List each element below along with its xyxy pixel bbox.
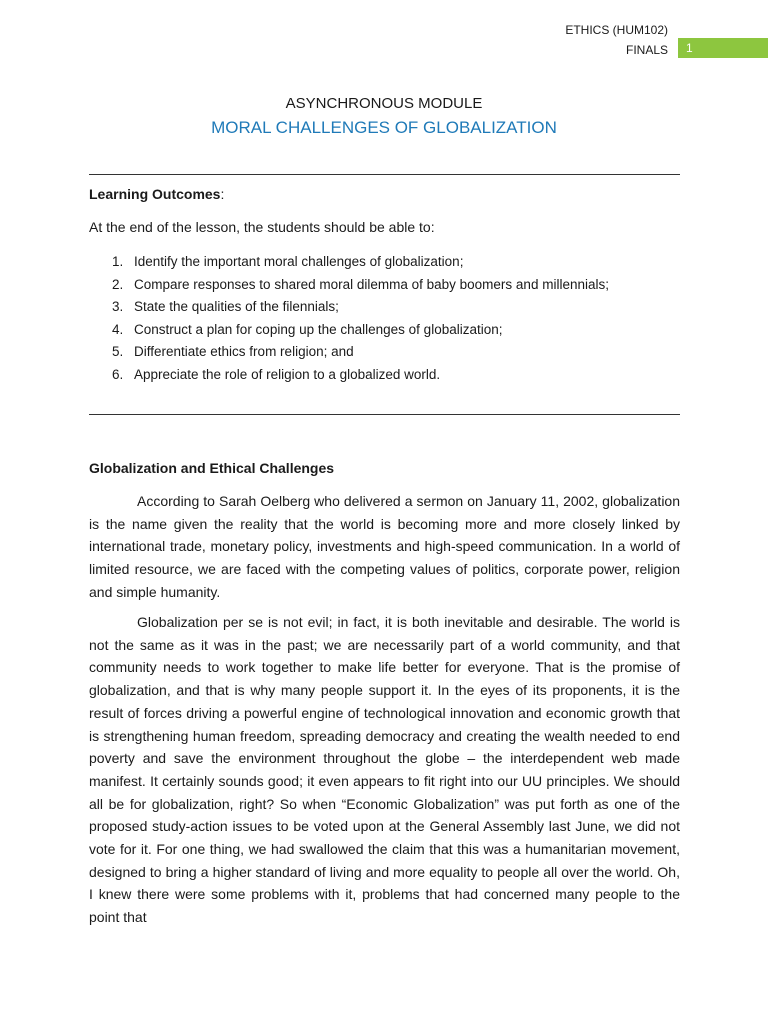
page-number-badge: 1: [678, 38, 768, 58]
top-divider: [89, 174, 680, 175]
module-type-heading: ASYNCHRONOUS MODULE: [285, 95, 483, 112]
module-topic-heading: MORAL CHALLENGES OF GLOBALIZATION: [211, 118, 557, 137]
section-title: Globalization and Ethical Challenges: [89, 460, 335, 476]
list-item: 6. Appreciate the role of religion to a globalized world.: [112, 366, 441, 382]
learning-outcomes-intro: At the end of the lesson, the students should be able to:: [89, 219, 435, 235]
learning-outcomes-label: Learning Outcomes:: [89, 186, 225, 202]
bottom-divider: [89, 414, 680, 415]
paragraph-1: According to Sarah Oelberg who delivered a sermon on January 11, 2002, globalization is the name given the reality that the world is becoming more and more closely linked by international trade, monetary policy, investments and high-speed communication. In a world of limited resource, we are faced with the competing values of politics, corporate power, religion and simple humanity.: [89, 493, 680, 600]
list-item: 1. Identify the important moral challenges of globalization;: [112, 254, 464, 269]
list-item: 5. Differentiate ethics from religion; and: [112, 344, 354, 359]
term-label: FINALS: [625, 43, 668, 57]
page-header: [565, 20, 668, 60]
list-item: 3. State the qualities of the filennials;: [112, 299, 339, 314]
list-item: 4. Construct a plan for coping up the challenges of globalization;: [112, 321, 503, 337]
paragraph-2: Globalization per se is not evil; in fact, it is both inevitable and desirable. The world is not the same as it was in the past; we are necessarily part of a world community, and that community needs to work together to make life better for everyone. That is the promise of globalization, and that is why many people support it. In the eyes of its proponents, it is the result of forces driving a powerful engine of technological innovation and economic growth that is strengthening human freedom, spreading democracy and creating the wealth needed to end poverty and save the environment throughout the globe – the interdependent web made manifest. It certainly sounds good; it even appears to fit right into our UU principles. We should all be for globalization, right? So when “Economic Globalization” was put forth as one of the proposed study-action issues to be voted upon at the General Assembly last June, we did not vote for it. For one thing, we had swallowed the claim that this was a humanitarian movement, designed to bring a higher standard of living and more equality to people all over the world. Oh, I knew there were some problems with it, problems that had concerned many people to the point that: [89, 614, 680, 926]
module-title: [0, 93, 768, 141]
course-code: ETHICS (HUM102): [565, 23, 668, 37]
list-item: 2. Compare responses to shared moral dilemma of baby boomers and millennials;: [112, 276, 609, 292]
learning-outcomes-list: [89, 251, 680, 386]
